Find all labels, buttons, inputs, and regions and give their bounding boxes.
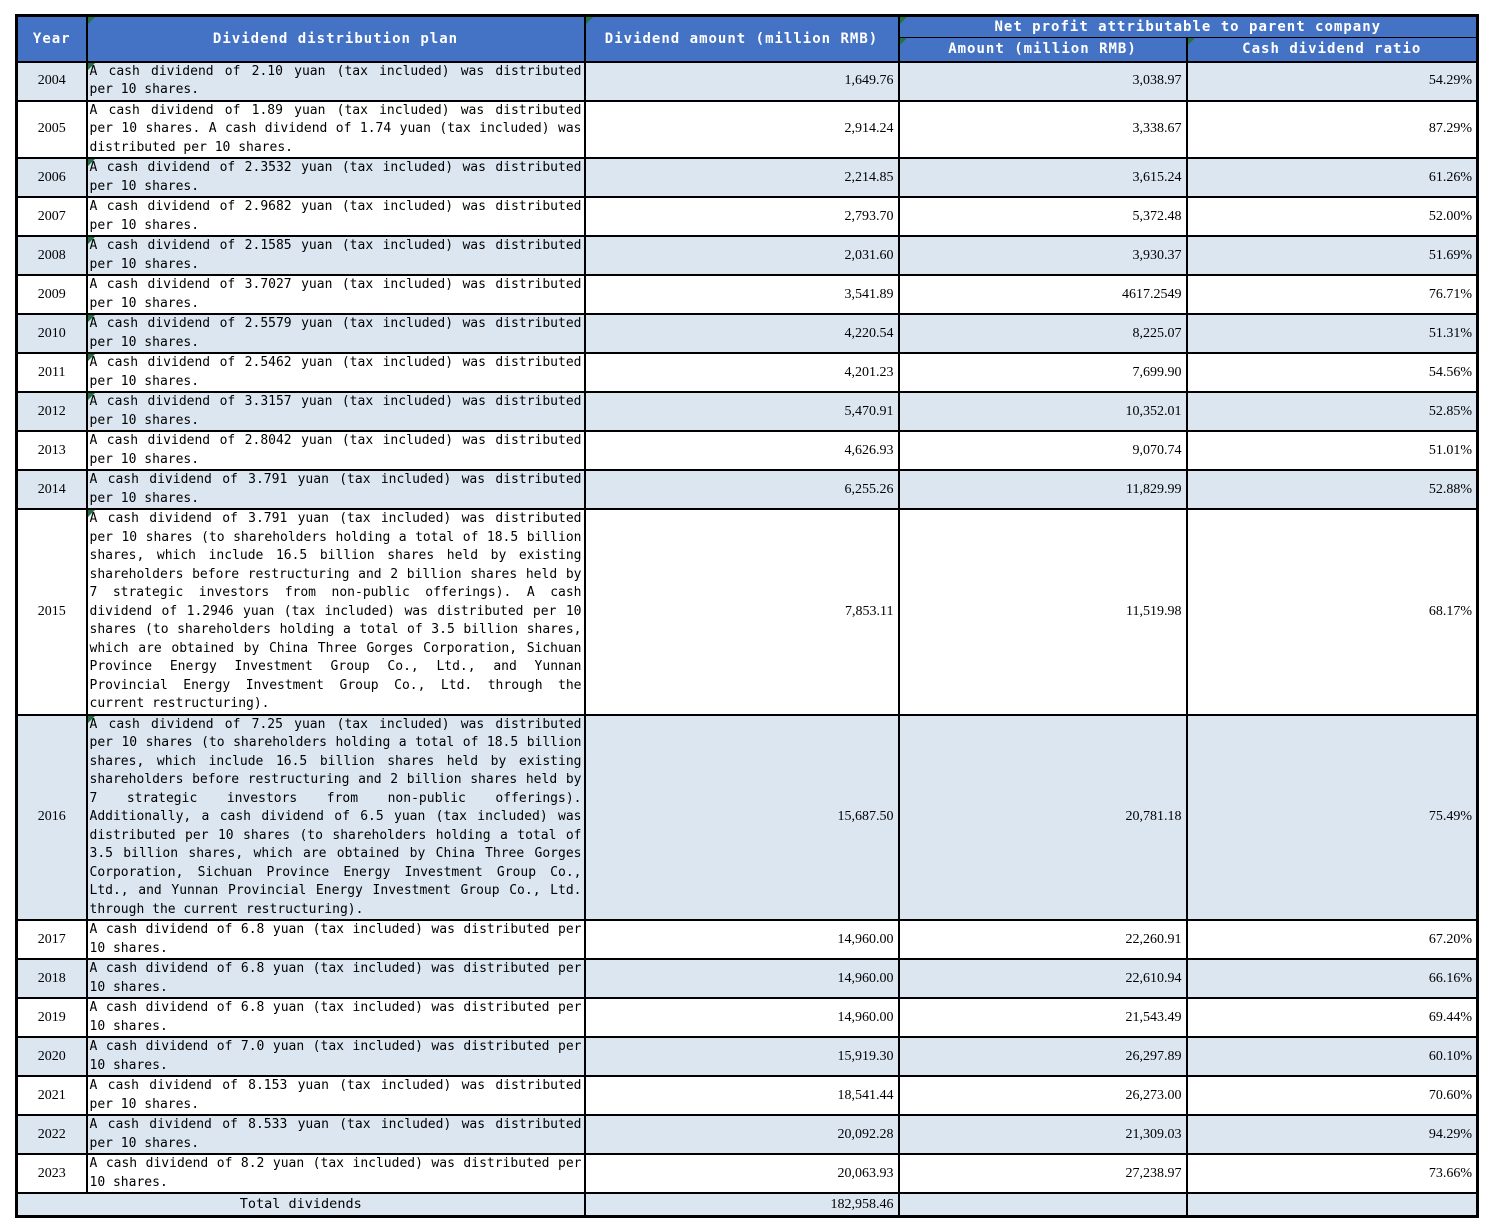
table-row bbox=[17, 470, 1478, 509]
plan-cell[interactable]: A cash dividend of 7.0 yuan (tax included) was distributed per 10 shares. bbox=[87, 1037, 585, 1076]
plan-header-cell[interactable] bbox=[87, 16, 585, 62]
plan-cell[interactable]: A cash dividend of 2.5579 yuan (tax included) was distributed per 10 shares. bbox=[87, 314, 585, 353]
table-row bbox=[17, 1154, 1478, 1193]
dividend-amount-header-cell[interactable] bbox=[585, 16, 899, 62]
error-indicator-icon bbox=[88, 159, 95, 166]
dividend-amount-cell[interactable]: 4,201.23 bbox=[585, 353, 899, 392]
net-profit-amount-cell[interactable]: 4617.2549 bbox=[899, 275, 1187, 314]
net-profit-amount-header-cell[interactable] bbox=[899, 38, 1187, 62]
table-row bbox=[17, 353, 1478, 392]
plan-cell[interactable]: A cash dividend of 3.3157 yuan (tax included) was distributed per 10 shares. bbox=[87, 392, 585, 431]
cash-dividend-ratio-cell[interactable]: 52.85% bbox=[1187, 392, 1478, 431]
cash-dividend-ratio-cell[interactable]: 66.16% bbox=[1187, 959, 1478, 998]
error-indicator-icon bbox=[88, 315, 95, 322]
plan-cell[interactable]: A cash dividend of 3.791 yuan (tax included) was distributed per 10 shares (to shareholders holding a total of 18.5 billion shares, which include 16.5 billion shares held by existing shareholders before restructuring and 2 billion shares held by 7 strategic investors from non-public offerings). A cash dividend of 1.2946 yuan (tax included) was distributed per 10 shares (to shareholders holding a total of 3.5 billion shares, which are obtained by China Three Gorges Corporation, Sichuan Province Energy Investment Group Co., Ltd., and Yunnan Provincial Energy Investment Group Co., Ltd. through the current restructuring). bbox=[87, 509, 585, 715]
cash-dividend-ratio-cell[interactable]: 69.44% bbox=[1187, 998, 1478, 1037]
net-profit-amount-cell[interactable]: 20,781.18 bbox=[899, 715, 1187, 921]
dividend-amount-cell[interactable]: 7,853.11 bbox=[585, 509, 899, 715]
table-row bbox=[17, 236, 1478, 275]
net-profit-amount-cell[interactable]: 3,038.97 bbox=[899, 62, 1187, 101]
year-cell[interactable]: 2018 bbox=[17, 959, 87, 998]
error-indicator-icon bbox=[900, 17, 907, 24]
total-dividend-amount-cell[interactable]: 182,958.46 bbox=[585, 1193, 899, 1217]
dividend-amount-cell[interactable]: 18,541.44 bbox=[585, 1076, 899, 1115]
plan-cell[interactable]: A cash dividend of 7.25 yuan (tax included) was distributed per 10 shares (to shareholders holding a total of 18.5 billion shares, which include 16.5 billion shares held by existing shareholders before restructuring and 2 billion shares held by 7 strategic investors from non-public offerings). Additionally, a cash dividend of 6.5 yuan (tax included) was distributed per 10 shares (to shareholders holding a total of 3.5 billion shares, which are obtained by China Three Gorges Corporation, Sichuan Province Energy Investment Group Co., Ltd., and Yunnan Provincial Energy Investment Group Co., Ltd. through the current restructuring). bbox=[87, 715, 585, 921]
net-profit-amount-cell[interactable]: 27,238.97 bbox=[899, 1154, 1187, 1193]
table-row bbox=[17, 62, 1478, 101]
year-cell[interactable]: 2009 bbox=[17, 275, 87, 314]
net-profit-amount-cell[interactable]: 22,260.91 bbox=[899, 920, 1187, 959]
error-indicator-icon bbox=[88, 17, 95, 24]
dividend-amount-cell[interactable]: 3,541.89 bbox=[585, 275, 899, 314]
net-profit-amount-cell[interactable]: 21,309.03 bbox=[899, 1115, 1187, 1154]
cash-dividend-ratio-cell[interactable]: 52.00% bbox=[1187, 197, 1478, 236]
net-profit-amount-cell[interactable]: 11,519.98 bbox=[899, 509, 1187, 715]
net-profit-amount-cell[interactable]: 7,699.90 bbox=[899, 353, 1187, 392]
year-cell[interactable]: 2016 bbox=[17, 715, 87, 921]
plan-cell[interactable]: A cash dividend of 2.8042 yuan (tax included) was distributed per 10 shares. bbox=[87, 431, 585, 470]
cash-dividend-ratio-cell[interactable]: 94.29% bbox=[1187, 1115, 1478, 1154]
plan-cell[interactable]: A cash dividend of 6.8 yuan (tax included) was distributed per 10 shares. bbox=[87, 920, 585, 959]
total-label-cell[interactable]: Total dividends bbox=[17, 1193, 585, 1217]
net-profit-group-header-label: Net profit attributable to parent company bbox=[994, 19, 1382, 35]
plan-cell[interactable]: A cash dividend of 1.89 yuan (tax included) was distributed per 10 shares. A cash dividend of 1.74 yuan (tax included) was distributed per 10 shares. bbox=[87, 101, 585, 159]
cash-dividend-ratio-cell[interactable]: 52.88% bbox=[1187, 470, 1478, 509]
dividend-amount-cell[interactable]: 2,214.85 bbox=[585, 158, 899, 197]
table-row bbox=[17, 275, 1478, 314]
table-row bbox=[17, 158, 1478, 197]
year-cell[interactable]: 2015 bbox=[17, 509, 87, 715]
net-profit-amount-header-label: Amount (million RMB) bbox=[948, 41, 1137, 58]
error-indicator-icon bbox=[88, 510, 95, 517]
plan-cell[interactable]: A cash dividend of 2.3532 yuan (tax included) was distributed per 10 shares. bbox=[87, 158, 585, 197]
year-cell[interactable]: 2006 bbox=[17, 158, 87, 197]
dividend-amount-cell[interactable]: 15,919.30 bbox=[585, 1037, 899, 1076]
dividend-amount-cell[interactable]: 5,470.91 bbox=[585, 392, 899, 431]
year-cell[interactable]: 2004 bbox=[17, 62, 87, 101]
year-cell[interactable]: 2008 bbox=[17, 236, 87, 275]
year-header-cell[interactable]: Year bbox=[17, 16, 87, 62]
error-indicator-icon bbox=[88, 354, 95, 361]
year-cell[interactable]: 2022 bbox=[17, 1115, 87, 1154]
plan-cell[interactable]: A cash dividend of 8.153 yuan (tax included) was distributed per 10 shares. bbox=[87, 1076, 585, 1115]
dividend-amount-cell[interactable]: 2,914.24 bbox=[585, 101, 899, 159]
table-body bbox=[17, 62, 1478, 1194]
plan-cell[interactable]: A cash dividend of 2.1585 yuan (tax included) was distributed per 10 shares. bbox=[87, 236, 585, 275]
dividend-amount-cell[interactable]: 4,220.54 bbox=[585, 314, 899, 353]
dividend-amount-cell[interactable]: 20,063.93 bbox=[585, 1154, 899, 1193]
dividend-amount-cell[interactable]: 2,793.70 bbox=[585, 197, 899, 236]
error-indicator-icon bbox=[88, 716, 95, 723]
net-profit-amount-cell[interactable]: 3,930.37 bbox=[899, 236, 1187, 275]
table-row bbox=[17, 715, 1478, 921]
plan-cell[interactable]: A cash dividend of 2.9682 yuan (tax included) was distributed per 10 shares. bbox=[87, 197, 585, 236]
plan-cell[interactable]: A cash dividend of 6.8 yuan (tax included) was distributed per 10 shares. bbox=[87, 959, 585, 998]
error-indicator-icon bbox=[88, 63, 95, 70]
cash-dividend-ratio-cell[interactable]: 73.66% bbox=[1187, 1154, 1478, 1193]
table-row bbox=[17, 959, 1478, 998]
dividend-amount-cell[interactable]: 2,031.60 bbox=[585, 236, 899, 275]
cash-dividend-ratio-cell[interactable]: 60.10% bbox=[1187, 1037, 1478, 1076]
cash-dividend-ratio-cell[interactable]: 70.60% bbox=[1187, 1076, 1478, 1115]
year-cell[interactable]: 2017 bbox=[17, 920, 87, 959]
year-cell[interactable]: 2014 bbox=[17, 470, 87, 509]
plan-cell[interactable]: A cash dividend of 8.533 yuan (tax included) was distributed per 10 shares. bbox=[87, 1115, 585, 1154]
year-cell[interactable]: 2005 bbox=[17, 101, 87, 159]
net-profit-amount-cell[interactable]: 22,610.94 bbox=[899, 959, 1187, 998]
table-row bbox=[17, 314, 1478, 353]
table-row bbox=[17, 920, 1478, 959]
dividend-amount-cell[interactable]: 4,626.93 bbox=[585, 431, 899, 470]
error-indicator-icon bbox=[1188, 38, 1195, 45]
cash-dividend-ratio-cell[interactable]: 51.69% bbox=[1187, 236, 1478, 275]
net-profit-amount-cell[interactable]: 9,070.74 bbox=[899, 431, 1187, 470]
net-profit-amount-cell[interactable]: 21,543.49 bbox=[899, 998, 1187, 1037]
net-profit-amount-cell[interactable]: 3,615.24 bbox=[899, 158, 1187, 197]
table-row bbox=[17, 197, 1478, 236]
year-cell[interactable]: 2021 bbox=[17, 1076, 87, 1115]
year-cell[interactable]: 2023 bbox=[17, 1154, 87, 1193]
error-indicator-icon bbox=[586, 17, 593, 24]
plan-cell[interactable]: A cash dividend of 6.8 yuan (tax included) was distributed per 10 shares. bbox=[87, 998, 585, 1037]
table-row bbox=[17, 998, 1478, 1037]
dividend-amount-cell[interactable]: 14,960.00 bbox=[585, 998, 899, 1037]
plan-cell[interactable]: A cash dividend of 8.2 yuan (tax included) was distributed per 10 shares. bbox=[87, 1154, 585, 1193]
net-profit-amount-cell[interactable]: 26,297.89 bbox=[899, 1037, 1187, 1076]
table-row bbox=[17, 509, 1478, 715]
net-profit-amount-cell[interactable]: 11,829.99 bbox=[899, 470, 1187, 509]
cash-dividend-ratio-cell[interactable]: 87.29% bbox=[1187, 101, 1478, 159]
cash-dividend-ratio-header-cell[interactable] bbox=[1187, 38, 1478, 62]
error-indicator-icon bbox=[88, 237, 95, 244]
cash-dividend-ratio-cell[interactable]: 51.31% bbox=[1187, 314, 1478, 353]
dividend-amount-cell[interactable]: 6,255.26 bbox=[585, 470, 899, 509]
plan-cell[interactable]: A cash dividend of 2.5462 yuan (tax included) was distributed per 10 shares. bbox=[87, 353, 585, 392]
dividend-amount-cell[interactable]: 20,092.28 bbox=[585, 1115, 899, 1154]
total-cash-dividend-ratio-cell[interactable] bbox=[1187, 1193, 1478, 1217]
header-row-1 bbox=[17, 16, 1478, 38]
dividend-amount-cell[interactable]: 14,960.00 bbox=[585, 920, 899, 959]
total-net-profit-amount-cell[interactable] bbox=[899, 1193, 1187, 1217]
net-profit-amount-cell[interactable]: 26,273.00 bbox=[899, 1076, 1187, 1115]
table-row bbox=[17, 101, 1478, 159]
table-header bbox=[17, 16, 1478, 62]
dividend-amount-cell[interactable]: 15,687.50 bbox=[585, 715, 899, 921]
dividend-amount-header-label: Dividend amount (million RMB) bbox=[604, 30, 879, 47]
table-row bbox=[17, 1037, 1478, 1076]
cash-dividend-ratio-cell[interactable]: 68.17% bbox=[1187, 509, 1478, 715]
plan-cell[interactable]: A cash dividend of 3.791 yuan (tax included) was distributed per 10 shares. bbox=[87, 470, 585, 509]
cash-dividend-ratio-cell[interactable]: 54.56% bbox=[1187, 353, 1478, 392]
year-cell[interactable]: 2020 bbox=[17, 1037, 87, 1076]
cash-dividend-ratio-cell[interactable]: 76.71% bbox=[1187, 275, 1478, 314]
error-indicator-icon bbox=[900, 38, 907, 45]
year-cell[interactable]: 2019 bbox=[17, 998, 87, 1037]
year-cell[interactable]: 2010 bbox=[17, 314, 87, 353]
cash-dividend-ratio-cell[interactable]: 75.49% bbox=[1187, 715, 1478, 921]
table-row bbox=[17, 392, 1478, 431]
dividend-amount-cell[interactable]: 14,960.00 bbox=[585, 959, 899, 998]
cash-dividend-ratio-cell[interactable]: 54.29% bbox=[1187, 62, 1478, 101]
year-cell[interactable]: 2007 bbox=[17, 197, 87, 236]
cash-dividend-ratio-header-label: Cash dividend ratio bbox=[1242, 41, 1422, 58]
dividend-table bbox=[15, 14, 1479, 1218]
net-profit-amount-cell[interactable]: 8,225.07 bbox=[899, 314, 1187, 353]
dividend-amount-cell[interactable]: 1,649.76 bbox=[585, 62, 899, 101]
plan-cell[interactable]: A cash dividend of 2.10 yuan (tax included) was distributed per 10 shares. bbox=[87, 62, 585, 101]
year-cell[interactable]: 2012 bbox=[17, 392, 87, 431]
net-profit-group-header-cell[interactable] bbox=[899, 16, 1478, 38]
table-row bbox=[17, 1076, 1478, 1115]
net-profit-amount-cell[interactable]: 3,338.67 bbox=[899, 101, 1187, 159]
error-indicator-icon bbox=[88, 393, 95, 400]
table-row bbox=[17, 431, 1478, 470]
plan-header-label: Dividend distribution plan bbox=[212, 30, 459, 47]
table-footer bbox=[17, 1193, 1478, 1217]
cash-dividend-ratio-cell[interactable]: 67.20% bbox=[1187, 920, 1478, 959]
total-row bbox=[17, 1193, 1478, 1217]
cash-dividend-ratio-cell[interactable]: 61.26% bbox=[1187, 158, 1478, 197]
year-cell[interactable]: 2013 bbox=[17, 431, 87, 470]
plan-cell[interactable]: A cash dividend of 3.7027 yuan (tax included) was distributed per 10 shares. bbox=[87, 275, 585, 314]
net-profit-amount-cell[interactable]: 10,352.01 bbox=[899, 392, 1187, 431]
cash-dividend-ratio-cell[interactable]: 51.01% bbox=[1187, 431, 1478, 470]
table-row bbox=[17, 1115, 1478, 1154]
net-profit-amount-cell[interactable]: 5,372.48 bbox=[899, 197, 1187, 236]
year-cell[interactable]: 2011 bbox=[17, 353, 87, 392]
